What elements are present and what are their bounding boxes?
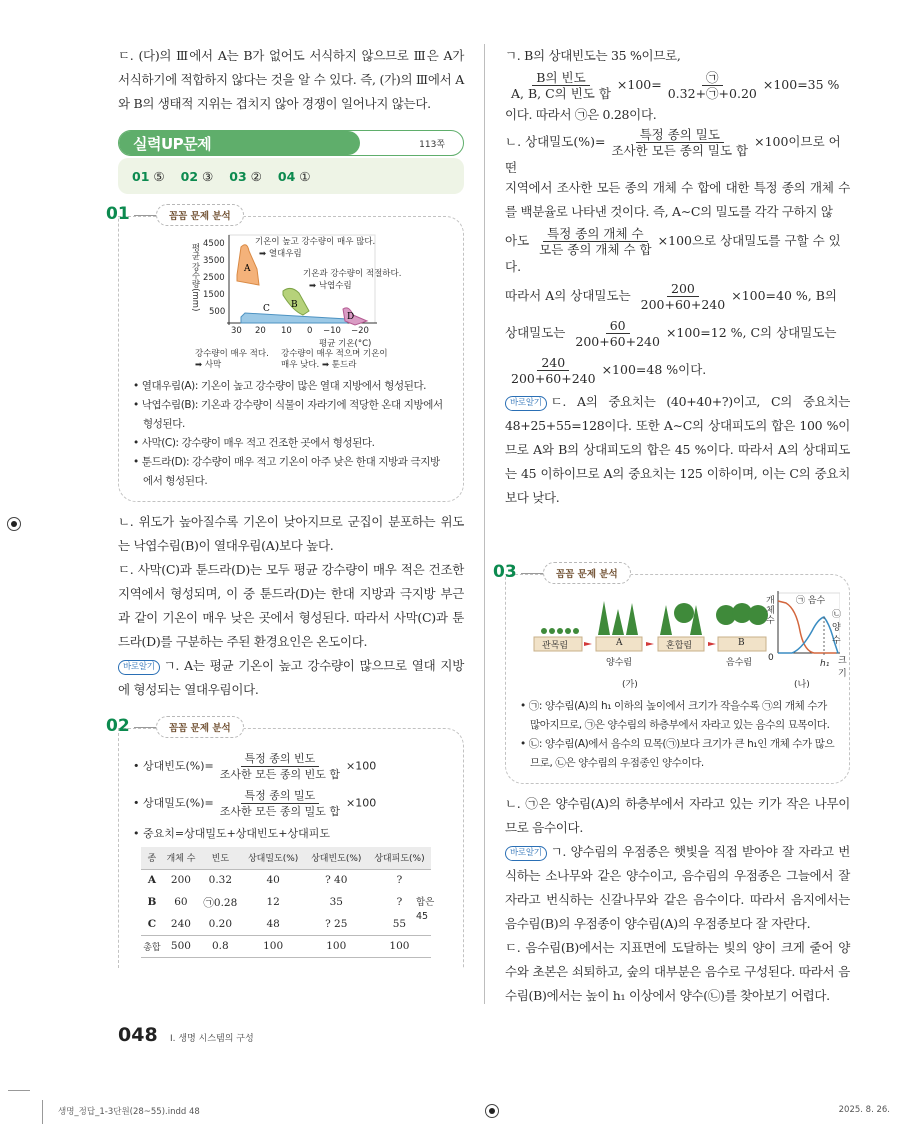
answer-03: 03 ②: [229, 168, 262, 184]
graph-origin: 0: [768, 653, 774, 663]
crop-mark: [8, 1090, 30, 1091]
question-number: 01: [106, 204, 130, 224]
frequency-equation: $\frac{\text{B의 빈도}}{\text{A, B, C의 빈도 합}}$ ×100= $\frac{㉠}{0.32+㉠+0.20}$ ×100=35 %: [511, 70, 840, 101]
sum-bracket-note: 합은 45: [416, 897, 435, 922]
relative-density-formula: • 상대밀도(%)= $\frac{\text{특정 종의 밀도}}{\text{조사한 모든 종의 밀도 합}}$ ×100: [133, 789, 377, 818]
explanation-g-conclusion: 이다. 따라서 ㉠은 0.28이다.: [505, 107, 657, 122]
x-axis-label: 평균 기온(°C): [319, 339, 372, 349]
succession-figure: 관목림 A 혼합림 B 양수림 음수림 (가) (나) 개 체 수 0 h₁ 크기 ㉠ 음수 ㉡ 양수: [520, 591, 835, 693]
print-date: 2025. 8. 26.: [838, 1105, 890, 1115]
page-number: 048: [118, 1024, 158, 1046]
caption-na: (나): [794, 680, 810, 690]
x-tick: 10: [281, 326, 292, 336]
analysis-label: 꼼꼼 문제 분석: [543, 562, 631, 584]
bullet-item: • 열대우림(A): 기온이 높고 강수량이 많은 열대 지방에서 형성된다.: [133, 380, 427, 392]
correction-paragraph: 바로알기 ㄷ. A의 중요치는 (40+40+?)이고, C의 중요치는 48+25+55=128이다. 또한 A∼C의 상대피도의 합은 100 %이므로 A와 B의 상대피도의 합은 45 %이다. 따라서 A의 상대피도는 45 이하이므로 A의 중요치는 125 이하이며, 이는 C의 중요치보다 낮다.: [505, 394, 850, 505]
table-row: A 200 0.32 40 ? 40 ?: [147, 874, 403, 887]
x-tick: 30: [231, 326, 242, 336]
biome-bullets: [133, 377, 449, 491]
caption-ga: (가): [622, 680, 638, 690]
bullet-item: • 사막(C): 강수량이 매우 적고 건조한 곳에서 형성된다.: [133, 437, 375, 449]
relative-frequency-formula: • 상대빈도(%)= $\frac{\text{특정 종의 빈도}}{\text{조사한 모든 종의 빈도 합}}$ ×100: [133, 752, 377, 781]
stage-mixed-forest: 혼합림: [666, 641, 693, 651]
stage-a: A: [616, 638, 623, 648]
correction-tag: 바로알기: [505, 846, 547, 861]
table-total-row: 총합 500 0.8 100 100 100: [141, 935, 431, 957]
correction-tag: 바로알기: [118, 660, 160, 675]
sun-forest-label: 양수림: [606, 658, 633, 668]
bullet-item: • ㉡: 양수림(A)에서 음수의 묘목(㉠)보다 크기가 큰 h₁인 개체 수가 많으므로, ㉡은 양수림의 우점종인 양수이다.: [520, 738, 835, 769]
x-tick: −10: [323, 326, 341, 336]
correction-paragraph: 바로알기 ㄱ. 양수림의 우점종은 햇빛을 직접 받아야 잘 자라고 번식하는 소나무와 같은 양수이고, 음수림의 우점종은 그늘에서 잘 자라고 번식하는 신갈나무와 같은 음수이다. 따라서 음지에서는 음수림(B)의 우점종이 양수림(A)의 우점종보다 잘 자란다.: [505, 844, 850, 931]
y-tick: 500: [209, 307, 226, 317]
sun-tree-curve-label: ㉡ 양수: [832, 610, 842, 646]
annotation-a-result: ➡ 열대우림: [259, 249, 302, 259]
density-b-equation: 상대밀도는 $\frac{60}{200+60+240}$ ×100=12 %, C의 상대밀도는: [505, 318, 837, 349]
correction-paragraph: 바로알기 ㄱ. A는 평균 기온이 높고 강수량이 많으므로 열대 지방에 형성되는 열대우림이다.: [118, 658, 464, 697]
svg-text:C: C: [263, 304, 270, 314]
importance-value-formula: • 중요치=상대밀도+상대빈도+상대피도: [133, 827, 331, 840]
annotation-d: 강수량이 매우 적으며 기온이: [281, 349, 388, 359]
answer-01: 01 ⑤: [132, 168, 165, 184]
species-data-table: [141, 847, 431, 958]
h1-marker: h₁: [820, 659, 830, 669]
right-column: [493, 44, 850, 1008]
y-tick: 3500: [203, 256, 225, 266]
svg-text:B: B: [291, 300, 298, 310]
graph-y-label: 개: [766, 596, 775, 606]
analysis-label: 꼼꼼 문제 분석: [156, 716, 244, 738]
answer-key: [118, 158, 464, 194]
intro-paragraph: ㄷ. (다)의 Ⅲ에서 A는 B가 없어도 서식하지 않으므로 Ⅲ은 A가 서식하기에 적합하지 않다는 것을 알 수 있다. 즉, (가)의 Ⅲ에서 A와 B의 생태적 지위는 겹치지 않아 경쟁이 일어나지 않는다.: [118, 48, 464, 111]
skill-up-banner: [118, 130, 464, 156]
question-02-analysis-box: [118, 728, 464, 968]
question-number: 02: [106, 716, 130, 736]
question-03-analysis-box: [505, 574, 850, 784]
stage-shrubland: 관목림: [542, 641, 569, 651]
skill-up-title: 실력UP문제: [133, 135, 212, 153]
succession-bullets: [520, 697, 835, 773]
question-02-header: [106, 716, 464, 740]
biome-chart: [133, 233, 449, 370]
bullet-item: • ㉠: 양수림(A)의 h₁ 이하의 높이에서 크기가 작을수록 ㉠의 개체 수가 많아지므로, ㉠은 양수림의 하층부에서 자라고 있는 음수의 묘목이다.: [520, 700, 830, 731]
question-03-header: [493, 562, 850, 586]
graph-x-label: 크기: [838, 656, 847, 679]
relative-density-equation: ㄴ. 상대밀도(%)= $\frac{\text{특정 종의 밀도}}{\text{조사한 모든 종의 밀도 합}}$ ×100이므로 어떤: [505, 127, 841, 175]
svg-text:D: D: [347, 312, 355, 322]
crop-mark: [42, 1100, 43, 1124]
annotation-c-result: ➡ 사막: [195, 360, 222, 370]
question-01-header: [106, 204, 464, 228]
question-01-analysis-box: [118, 216, 464, 502]
analysis-label: 꼼꼼 문제 분석: [156, 204, 244, 226]
page-reference: 113쪽: [419, 140, 445, 150]
section-title: Ⅰ. 생명 시스템의 구성: [170, 1034, 254, 1044]
registration-mark-icon: [485, 1104, 499, 1118]
y-axis-label: 평균 강수량(mm): [190, 243, 200, 312]
explanation-n-body: 지역에서 조사한 모든 종의 개체 수 합에 대한 특정 종의 개체 수를 백분율로 나타낸 것이다. 즉, A∼C의 밀도를 각각 구하지 않: [505, 180, 850, 219]
shade-forest-label: 음수림: [726, 658, 753, 668]
x-tick: −20: [351, 326, 369, 336]
answer-04: 04 ①: [277, 168, 311, 184]
file-slug: 생명_정답_1-3단원(28~55).indd 48: [58, 1107, 200, 1117]
annotation-a: 기온이 높고 강수량이 매우 많다.: [255, 237, 376, 247]
explanation-g: ㄱ. B의 상대빈도는 35 %이므로,: [505, 48, 681, 63]
explanation-d: ㄷ. 음수림(B)에서는 지표면에 도달하는 빛의 양이 크게 줄어 양수와 초본은 쇠퇴하고, 숲의 대부분은 음수로 구성된다. 따라서 음수림(B)에서는 높이 h₁ 이상에서 양수(㉡)를 찾아보기 어렵다.: [505, 940, 850, 1003]
density-a-equation: 따라서 A의 상대밀도는 $\frac{200}{200+60+240}$ ×100=40 %, B의: [505, 281, 837, 312]
x-tick: 20: [255, 326, 266, 336]
annotation-b: 기온과 강수량이 적절하다.: [303, 269, 402, 279]
bullet-item: • 툰드라(D): 강수량이 매우 적고 기온이 아주 낮은 한대 지방과 극지방에서 형성된다.: [133, 456, 440, 487]
stage-b: B: [738, 638, 745, 648]
annotation-d-result: 매우 낮다. ➡ 툰드라: [281, 360, 357, 370]
svg-text:A: A: [244, 264, 251, 274]
table-row: C 240 0.20 48 ? 25 55: [147, 917, 407, 930]
shade-tree-curve-label: ㉠ 음수: [796, 596, 826, 606]
column-divider: [484, 44, 485, 1004]
density-c-equation: $\frac{240}{200+60+240}$ ×100=48 %이다.: [511, 355, 707, 386]
correction-tag: 바로알기: [505, 396, 547, 411]
y-tick: 1500: [203, 290, 225, 300]
left-column: [106, 44, 464, 968]
explanation-n: ㄴ. ㉠은 양수림(A)의 하층부에서 자라고 있는 키가 작은 나무이므로 음수이다.: [505, 796, 850, 835]
bullet-item: • 낙엽수림(B): 기온과 강수량이 식물이 자라기에 적당한 온대 지방에서 형성된다.: [133, 399, 443, 430]
count-ratio-equation: 아도 $\frac{\text{특정 종의 개체 수}}{\text{모든 종의 개체 수 합}}$ ×100으로 상대밀도를 구할 수 있다.: [505, 226, 841, 274]
table-row: B 60 ㉠0.28 12 35 ?: [147, 896, 403, 909]
annotation-b-result: ➡ 낙엽수림: [309, 281, 352, 291]
x-tick: 0: [307, 326, 313, 336]
explanation-d: ㄷ. 사막(C)과 툰드라(D)는 모두 평균 강수량이 매우 적은 건조한 지역에서 형성되며, 이 중 툰드라(D)는 한대 지방과 극지방 부근과 같이 기온이 매우 낮은 곳에서 형성된다. 따라서 사막(C)과 툰드라(D)를 구분하는 주된 환경요인은 온도이다.: [118, 562, 464, 649]
question-number: 03: [493, 562, 517, 582]
explanation-n: ㄴ. 위도가 높아질수록 기온이 낮아지므로 군집이 분포하는 위도는 낙엽수림(B)이 열대우림(A)보다 높다.: [118, 514, 464, 553]
y-tick: 4500: [203, 239, 225, 249]
annotation-c: 강수량이 매우 적다.: [195, 349, 269, 359]
answer-02: 02 ③: [180, 168, 214, 184]
y-tick: 2500: [203, 273, 225, 283]
table-header-row: 종 개체 수 빈도 상대밀도(%) 상대빈도(%) 상대피도(%): [141, 847, 431, 869]
registration-mark-icon: [7, 517, 21, 531]
